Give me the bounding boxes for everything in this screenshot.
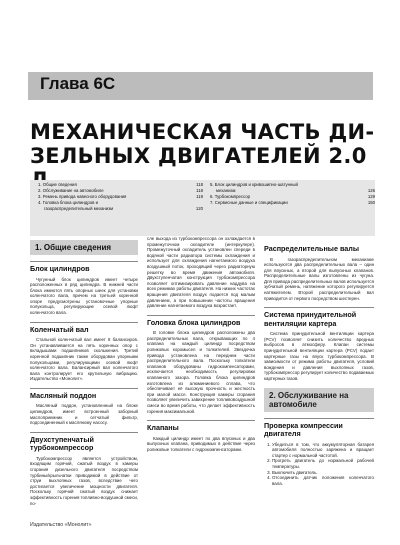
paragraph: Масляный поддон, установленный на блоке цилиндров, имеет встроенный заборный маслоприемник и сетчатый фильтр, подсоединенный к масляному насосу. [30,403,138,426]
subheading: Головка блока цилиндров [147,315,255,328]
toc-item: 1. Общие сведения 118 [38,182,203,187]
text-column-1 [30,236,138,506]
toc-right-column [210,182,375,206]
list-item: 1. Убедиться в том, что аккумуляторная батарея автомобиля полностью заряжена и вращает стартер с нормальной частотой. [272,442,374,459]
toc-item: газораспределительный механизм 120 [44,206,203,211]
subheading: Коленчатый вал [30,322,138,335]
section-heading: 1. Общие сведения [30,240,138,255]
publisher-footer: Издательство «Монолит» [30,522,92,528]
paragraph: В газораспределительном механизме используются два распределительных вала – один для впускных, а второй для выпускных клапанов. Распределительные валы изготовлены из чугуна. Для привода распределительных валов используется зубчатый ремень, натяжение которого регулируется натяжителем. Второй распределительный вал приводится от первого посредством шестерен. [264,256,374,301]
toc-item: механизм 126 [216,188,375,193]
toc-item: 2. Обслуживание на автомобиле 118 [38,188,203,193]
list-item: 2. Прогреть двигатель до нормальной рабочей температуры. [272,458,374,469]
paragraph: Система принудительной вентиляции картера (PCV) позволяет снизить количество вредных выбросов в атмосферу. Клапан системы принудительной вентиляции картера (PCV) подает картерные газы на впуск турбокомпрессора. В зависимости от режима работы двигателя, условий вождения и давления выхлопных газов, турбокомпрессор регулирует количество подаваемых картерных газов. [264,331,374,381]
paragraph: Стальной коленчатый вал имеет 8 балансиров. Он устанавливается на пять коренных опор с вкладышами подшипников скольжения. Третий коренной подшипник также оборудован упорными полукольцами, регулирующими осевой люфт коленчатого вала. Балансирный вал коленчатого вала контролирует его крутильную вибрацию. Издательство «Монолит». [30,337,138,382]
text-column-3 [264,236,374,486]
chapter-title: Глава 6C [40,74,116,93]
paragraph: Чугунный блок цилиндров имеет четыре расположенных в ряд цилиндра. В нижней части блока имеются пять опорных шеек для установки коленчатого вала, причем на третьей коренной опоре предусмотрены установочные упорные полукольца, регулирующие осевой люфт коленчатого вала. [30,276,138,316]
toc-item: 3. Ремень привода навесного оборудования 119 [38,194,203,199]
procedure-steps [264,442,374,487]
toc-item: 5. Блок цилиндров и кривошипно-шатунный [210,182,298,187]
subheading: Распределительные валы [264,244,359,253]
subheading: Двухступенчатый турбокомпрессор [30,432,138,453]
toc-item: 7. Сервисные данные и спецификации 150 [210,200,375,205]
list-item: 3. Выключить двигатель. [272,470,374,476]
toc-item: 4. Головка блока цилиндров и [38,200,98,205]
paragraph: В головке блока цилиндров расположены два распределительных вала, открывающих по 4 клапана на каждый цилиндр посредством роликовых коромысел и толкателей. Звездочка привода установлена на переднем части распределительного вала. Поскольку толкатели клапанов оборудованы гидрокомпенсаторами, исключается необходимость регулировки клапанного зазора. Головка блока цилиндров изготовлена из алюминиевого сплава, что обеспечивает её высокую прочность и жесткость при малой массе. Конструкция камеры сгорания позволяет увеличить завихрение топливовоздушной смеси во время работы, что делает эффективность горения максимальной. [147,330,255,414]
paragraph: Каждый цилиндр имеет по два впускных и два выпускных клапана, приводимых в действие через роликовые толкатели с гидрокомпенсаторами. [147,435,255,452]
section-heading: 2. Обслуживание на автомобиле [264,388,374,412]
toc-item: 6. Турбокомпрессор 129 [210,194,375,199]
page-title-line-1: МЕХАНИЧЕСКАЯ ЧАСТЬ ДИ- [30,120,375,144]
toc-left-column [38,182,203,212]
table-of-contents [30,180,375,236]
subheading: Клапаны [147,420,255,433]
paragraph: Турбокомпрессор является устройством, входящим горячий, сжатый воздух в камеры сгорания дизельного двигателя посредством турбины/крыльчатки приводимой в действие от струи выхлопных газов, вследствие чего достигается увеличение мощности двигателя. Поскольку горячий сжатый воздух снижает эффективность горения топливно-воздушной смеси, по- [30,455,138,506]
text-column-2 [147,236,255,452]
subheading: Блок цилиндров [30,261,138,274]
page-title-line-2: ЗЕЛЬНЫХ ДВИГАТЕЛЕЙ 2.0 [30,144,367,168]
subheading: Система принудительной вентиляции картера [264,307,374,328]
subheading: Масляный поддон [30,388,138,401]
list-item: 4. Отсоединить датчик положения коленчатого вала. [272,475,374,486]
paragraph: сле выхода из турбокомпрессора он охлаждается в промежуточном охладителе (интеркулере). Промежуточный охладитель установлен спереди в водяной части радиатора системы охлаждения и использует для охлаждения нагнетаемого воздуха воздушный поток, проходящий через радиаторную решетку во время движения автомобиля. Двухступенчатая конструкция турбокомпрессора позволяет оптимизировать давление наддува на всех режимах работы двигателя. На низких частотах вращения двигателя воздух подается под малым давлением, а при повышении частоты вращения давление нагнетаемого воздуха возрастает. [147,236,255,309]
subheading: Проверка компрессии двигателя [264,418,374,439]
